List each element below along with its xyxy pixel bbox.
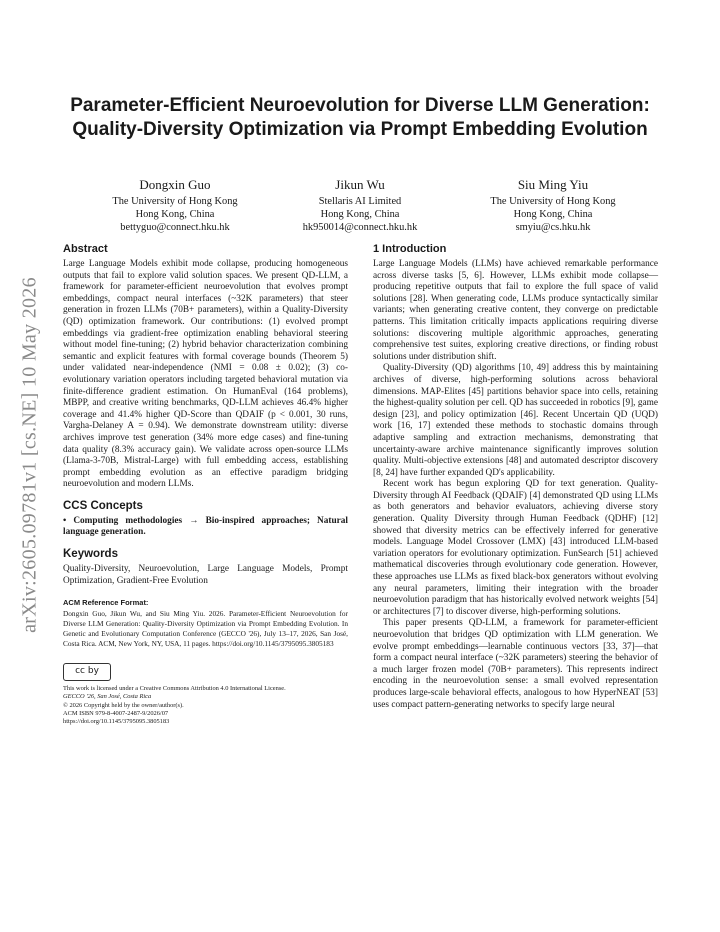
cc-label: cc by (75, 666, 99, 677)
ccs-heading: CCS Concepts (63, 499, 143, 512)
author-name: Siu Ming Yiu (517, 177, 589, 192)
intro-paragraph: Large Language Models (LLMs) have achieved remarkable performance across diverse tasks [5, 6]. However, LLMs exhibit mode collapse—producing repetitive outputs that fail to explore the full space of valid solutions [28]. When generating code, LLMs produce syntactically similar variants; when generating creative content, they converge on predictable patterns. This limitation critically impacts applications requiring diverse solutions: discovering multiple algorithmic approaches, generating comprehensive test suites, exploring creative directions, or finding robust solutions under distribution shift. (373, 259, 658, 362)
author-block (80, 176, 270, 234)
intro-paragraph: Recent work has begun exploring QD for text generation. Quality-Diversity through AI Feedback (QDAIF) [4] demonstrated QD using LLMs as both generators and behavior evaluators, achieving diverse story generation. Quality Diversity through Human Feedback (QDHF) [12] showed that diversity metrics can be effectively inferred for generative models. Language Model Crossover (LMX) [43] introduced LLM-based variation operators for evolutionary optimization. FunSearch [51] achieved mathematical discoveries through evolutionary code generation. However, these approaches use LLMs as fixed black-box generators without evolving any neural parameters, limiting their integration with the broader neuroevolution paradigm that has historically evolved network weights [54] or architectures [7] to discover diverse, high-performing solutions. (373, 479, 658, 617)
author-name: Dongxin Guo (139, 177, 211, 192)
license-badge-row (63, 663, 348, 681)
author-location: Hong Kong, China (320, 209, 400, 220)
abstract-heading: Abstract (63, 243, 108, 255)
right-column (373, 242, 658, 711)
introduction-heading: 1 Introduction (373, 243, 447, 255)
license-line: https://doi.org/10.1145/3795095.3805183 (63, 718, 170, 726)
author-name: Jikun Wu (335, 177, 385, 192)
author-affiliation: The University of Hong Kong (490, 196, 616, 207)
arxiv-id: arXiv:2605.09781v1 [cs.NE] 10 May 2026 (18, 277, 41, 633)
author-email: smyiu@cs.hku.hk (515, 222, 591, 233)
author-block (265, 176, 455, 234)
license-text (63, 685, 348, 727)
author-location: Hong Kong, China (513, 209, 593, 220)
intro-paragraph: This paper presents QD-LLM, a framework for parameter-efficient neuroevolution that bridges QD optimization with LLM generation. We evolve prompt embeddings—learnable continuous vectors [33, 37]—that form a compact neural interface (~32K parameters) steering the behavior of a much larger frozen model (70B+ parameters). This represents indirect encoding in the neuroevolution sense: a small evolved representation produces large-scale behavioral effects, analogous to how HyperNEAT [53] uses compact pattern-generating networks to specify large neural (373, 618, 658, 710)
left-column (63, 242, 348, 727)
license-line: GECCO '26, San José, Costa Rica (63, 693, 152, 701)
arxiv-sidebar (10, 255, 50, 655)
author-email: bettyguo@connect.hku.hk (120, 222, 230, 233)
author-location: Hong Kong, China (135, 209, 215, 220)
abstract-text: Large Language Models exhibit mode collapse, producing homogeneous outputs that fail to explore valid solution spaces. We present QD-LLM, a framework for parameter-efficient neuroevolution that evolves prompt embeddings, compact neural interfaces (~32K parameters) that steer generation in frozen LLMs (70B+ parameters), within a Quality-Diversity (QD) optimization framework. Our contributions: (1) evolved prompt embeddings via gradient-free optimization enabling behavioral steering without model fine-tuning; (2) hybrid behavior characterization combining semantic and explicit features with formal coverage bounds (Theorem 5) under validated near-independence (NMI = 0.08 ± 0.02); (3) co-evolutionary variation operators including targeted behavioral mutation via finite-difference gradient estimation. On HumanEval (164 problems), MBPP, and creative writing benchmarks, QD-LLM achieves 46.4% higher coverage and 41.4% higher QD-Score than QDAIF (p < 0.001, 30 runs, Vargha-Delaney A = 0.94). We demonstrate downstream utility: diverse archives improve test generation (34% more edge cases) and fine-tuning data quality (8.3% accuracy gain). We validate across open-source LLMs (Llama-3-70B, Mistral-Large) with full embedding access, establishing prompt embedding evolution as an effective paradigm bridging neuroevolution and modern LLMs. (63, 259, 348, 490)
intro-paragraph: Quality-Diversity (QD) algorithms [10, 49] address this by maintaining archives of diverse, high-performing solutions across behavioral dimensions. MAP-Elites [45] partitions behavior space into cells, retaining the highest-quality solution per cell. QD has succeeded in robotics [9], game design [23], and policy optimization [46]. Recent Uncertain QD (UQD) work [16, 17] extended these methods to stochastic domains through adaptive sampling and extraction mechanisms, demonstrating that uncertainty-aware archive maintenance significantly improves solution quality. Multi-objective extensions [48] and automated descriptor discovery [8, 24] have further expanded QD's applicability. (373, 363, 658, 478)
license-line: ACM ISBN 979-8-4007-2487-9/2026/07 (63, 710, 169, 718)
acm-reference-text: Dongxin Guo, Jikun Wu, and Siu Ming Yiu. 2026. Parameter-Efficient Neuroevolution for Diverse LLM Generation: Quality-Diversity Optimization via Prompt Embedding Evolution. In Genetic and Evolutionary Computation Conference (GECCO '26), July 13–17, 2026, San José, Costa Rica. ACM, New York, NY, USA, 11 pages. https://doi.org/10.1145/3795095.3805183 (63, 608, 348, 648)
keywords-heading: Keywords (63, 548, 118, 561)
keywords-text: Quality-Diversity, Neuroevolution, Large Language Models, Prompt Optimization, Gradient-Free Evolution (63, 564, 348, 586)
creative-commons-icon (63, 663, 111, 681)
ccs-text: • Computing methodologies → Bio-inspired approaches; Natural language generation. (63, 515, 348, 538)
license-line: © 2026 Copyright held by the owner/author(s). (63, 701, 184, 709)
acm-reference-heading: ACM Reference Format: (63, 598, 149, 608)
author-email: hk950014@connect.hku.hk (302, 222, 418, 233)
paper-title: Parameter-Efficient Neuroevolution for Diverse LLM Generation: Quality-Diversity Optimization via Prompt Embedding Evolution (70, 95, 650, 140)
author-affiliation: Stellaris AI Limited (318, 196, 402, 207)
license-line: This work is licensed under a Creative Commons Attribution 4.0 International License. (63, 684, 286, 692)
author-affiliation: The University of Hong Kong (112, 196, 238, 207)
author-block (458, 176, 648, 234)
